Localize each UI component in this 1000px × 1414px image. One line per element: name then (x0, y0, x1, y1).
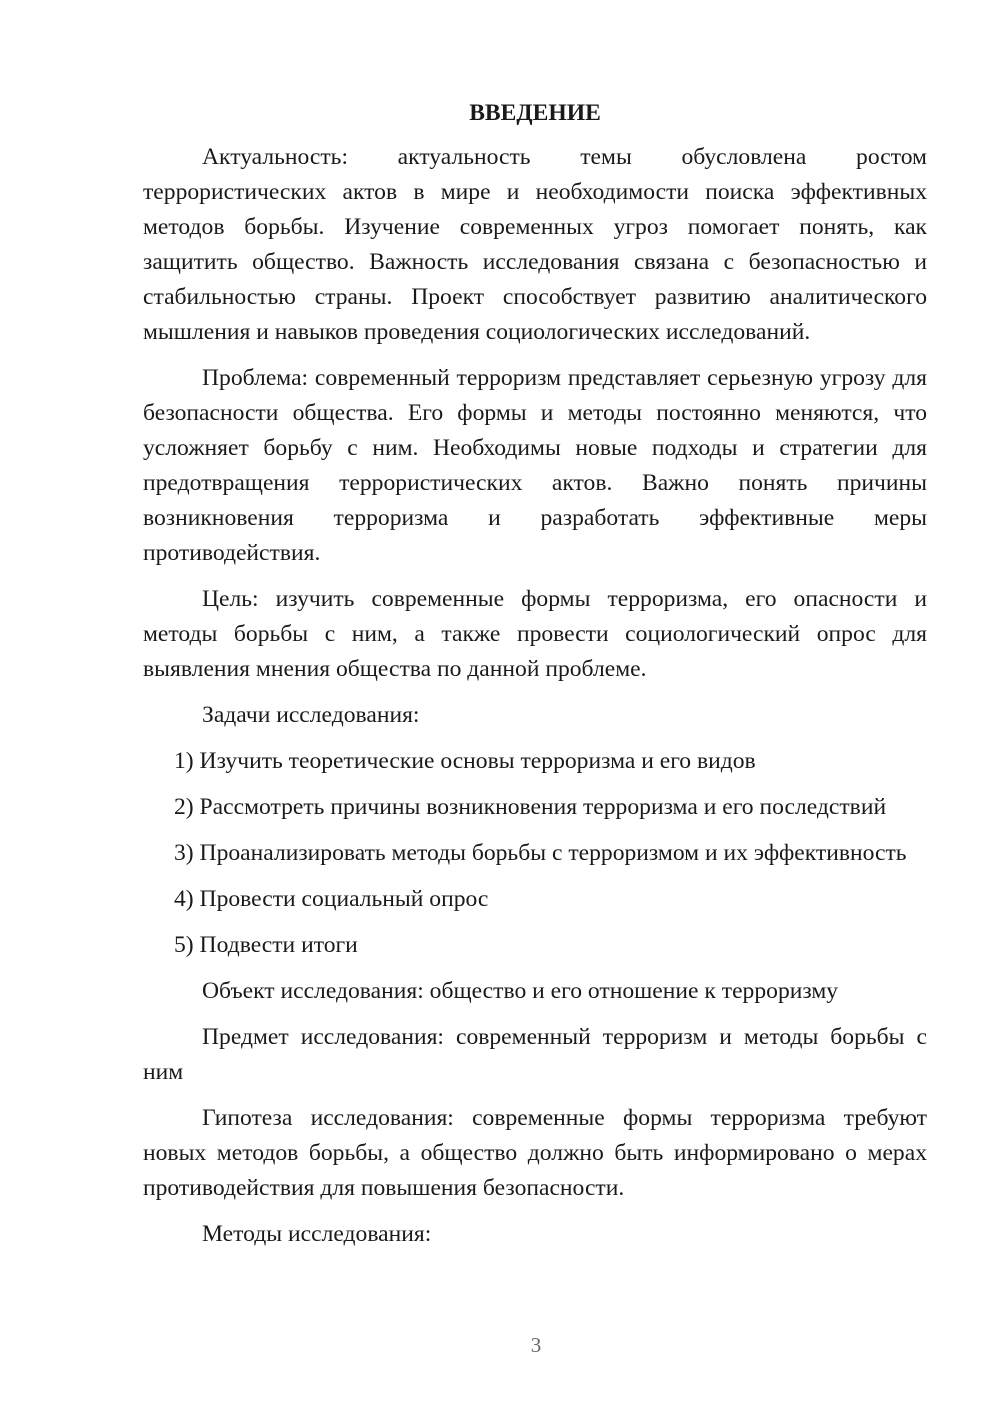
page-number: 3 (530, 1333, 542, 1357)
paragraph-hypothesis: Гипотеза исследования: современные формы терроризма требуют новых методов борьбы, а общество должно быть информировано о мерах противодействия для повышения безопасности. (143, 1105, 927, 1201)
task-item: 4) Провести социальный опрос (174, 886, 489, 912)
paragraph-subject: Предмет исследования: современный терроризм и методы борьбы с ним (143, 1024, 927, 1085)
task-item: 1) Изучить теоретические основы терроризма и его видов (174, 748, 756, 774)
paragraph-goal: Цель: изучить современные формы терроризма, его опасности и методы борьбы с ним, а также провести социологический опрос для выявления мнения общества по данной проблеме. (143, 586, 927, 682)
task-item: 2) Рассмотреть причины возникновения терроризма и его последствий (174, 794, 887, 820)
methods-title: Методы исследования: (202, 1221, 432, 1247)
paragraph-problem: Проблема: современный терроризм представляет серьезную угрозу для безопасности общества. Его формы и методы постоянно меняются, что усложняет борьбу с ним. Необходимы новые подходы и стратегии для предотвращения террористических актов. Важно понять причины возникновения терроризма и разработать эффективные меры противодействия. (143, 365, 927, 566)
tasks-title: Задачи исследования: (202, 702, 420, 728)
task-item: 3) Проанализировать методы борьбы с терроризмом и их эффективность (174, 840, 907, 866)
section-heading: ВВЕДЕНИЕ (469, 100, 601, 126)
page-content (143, 96, 927, 1263)
paragraph-relevance: Актуальность: актуальность темы обусловлена ростом террористических актов в мире и необходимости поиска эффективных методов борьбы. Изучение современных угроз помогает понять, как защитить общество. Важность исследования связана с безопасностью и стабильностью страны. Проект способствует развитию аналитического мышления и навыков проведения социологических исследований. (143, 144, 927, 345)
task-item: 5) Подвести итоги (174, 932, 358, 958)
paragraph-object: Объект исследования: общество и его отношение к терроризму (202, 978, 839, 1004)
